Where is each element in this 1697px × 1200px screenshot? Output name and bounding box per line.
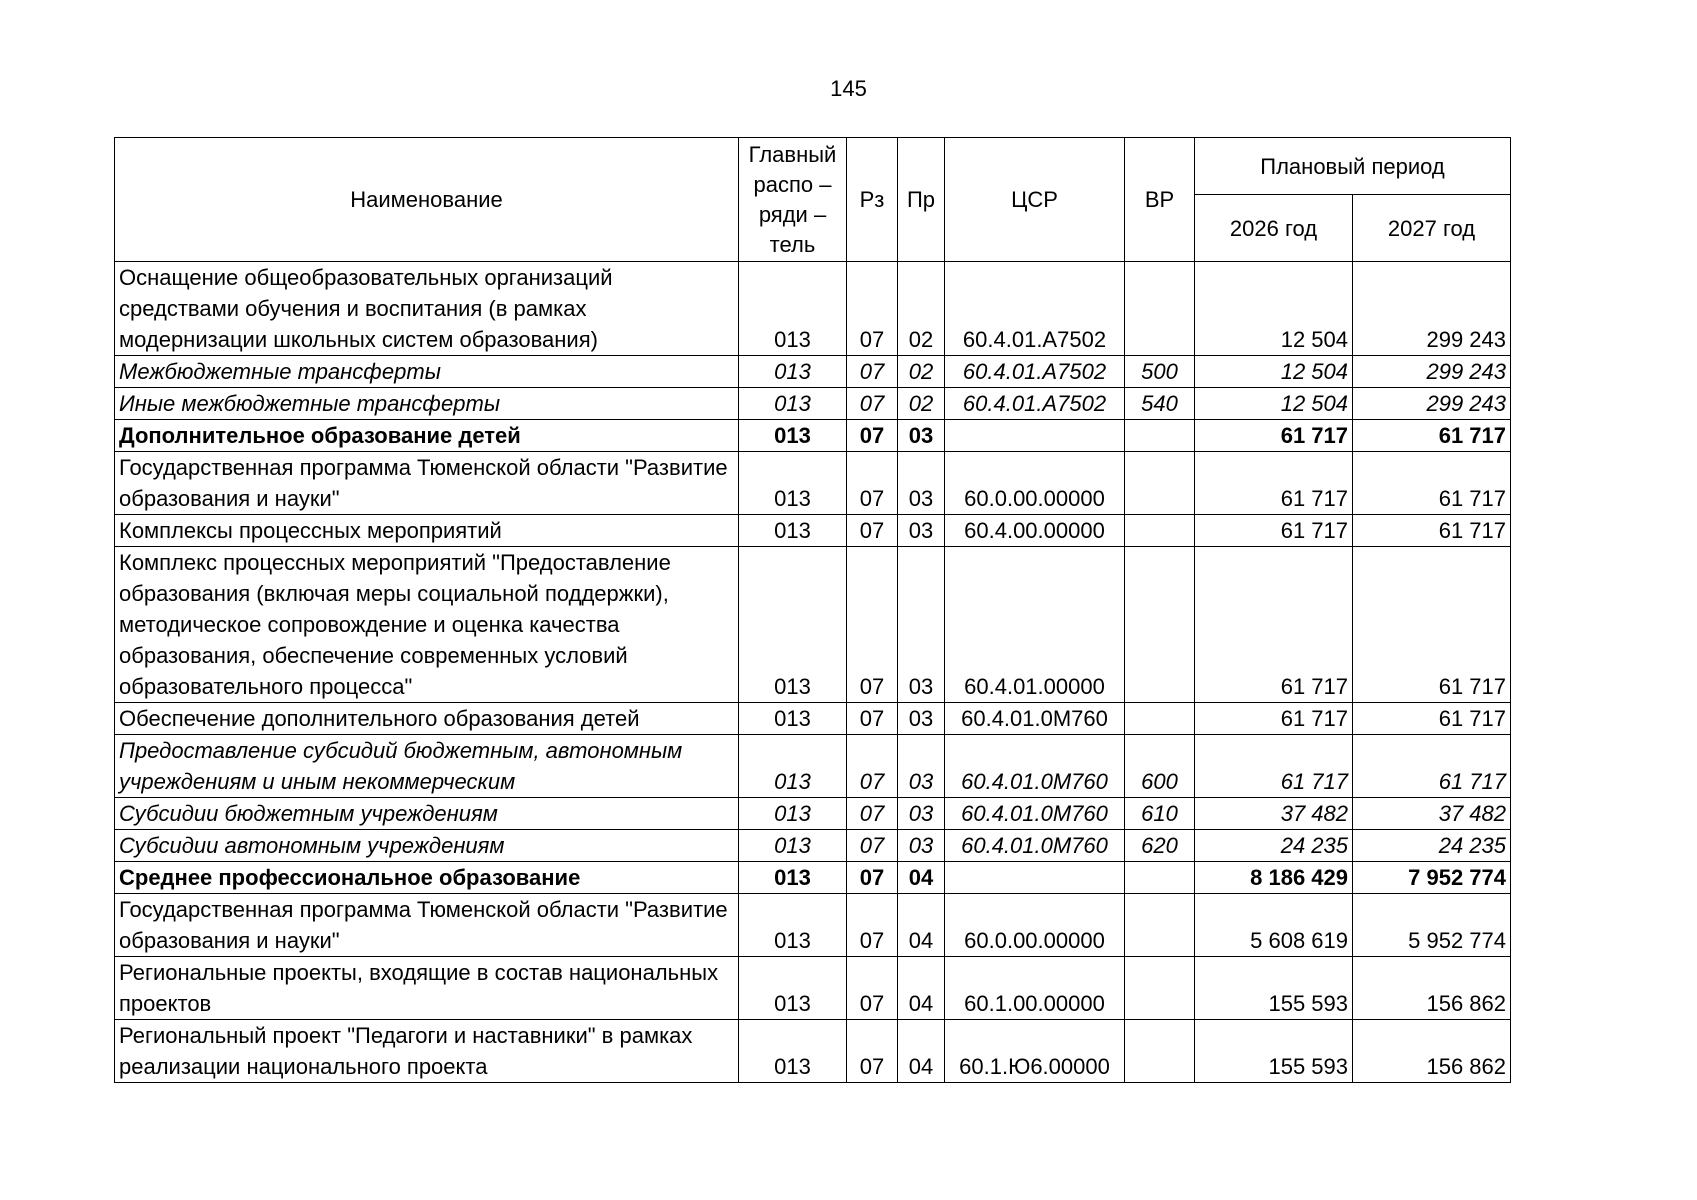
header-rz: Рз <box>847 138 898 262</box>
cell-csr: 60.4.01.А7502 <box>945 356 1125 388</box>
cell-vr: 600 <box>1125 735 1195 798</box>
cell-rz: 07 <box>847 420 898 452</box>
cell-csr <box>945 862 1125 894</box>
cell-pr: 02 <box>898 262 945 356</box>
cell-vr <box>1125 452 1195 515</box>
cell-pr: 04 <box>898 957 945 1020</box>
table-row <box>115 703 1511 735</box>
header-grbs: Главный распо – ряди – тель <box>739 138 847 262</box>
cell-csr: 60.4.01.0М760 <box>945 703 1125 735</box>
cell-rz: 07 <box>847 798 898 830</box>
cell-2026: 24 235 <box>1195 830 1353 862</box>
cell-pr: 03 <box>898 798 945 830</box>
cell-rz: 07 <box>847 894 898 957</box>
header-csr: ЦСР <box>945 138 1125 262</box>
cell-vr: 500 <box>1125 356 1195 388</box>
cell-pr: 04 <box>898 862 945 894</box>
cell-csr: 60.4.00.00000 <box>945 515 1125 547</box>
cell-rz: 07 <box>847 515 898 547</box>
cell-vr: 610 <box>1125 798 1195 830</box>
cell-grbs: 013 <box>739 356 847 388</box>
table-row <box>115 798 1511 830</box>
cell-rz: 07 <box>847 957 898 1020</box>
cell-pr: 02 <box>898 356 945 388</box>
cell-grbs: 013 <box>739 547 847 703</box>
cell-2027: 24 235 <box>1353 830 1511 862</box>
cell-grbs: 013 <box>739 862 847 894</box>
cell-2026: 12 504 <box>1195 388 1353 420</box>
cell-csr: 60.4.01.0М760 <box>945 735 1125 798</box>
cell-2026: 61 717 <box>1195 547 1353 703</box>
cell-name: Региональный проект "Педагоги и наставники" в рамках реализации национального проекта <box>115 1020 739 1083</box>
cell-name: Предоставление субсидий бюджетным, автономным учреждениям и иным некоммерческим <box>115 735 739 798</box>
cell-vr <box>1125 862 1195 894</box>
table-row <box>115 957 1511 1020</box>
cell-grbs: 013 <box>739 957 847 1020</box>
cell-rz: 07 <box>847 452 898 515</box>
cell-grbs: 013 <box>739 703 847 735</box>
cell-vr <box>1125 262 1195 356</box>
cell-2027: 299 243 <box>1353 388 1511 420</box>
cell-2027: 61 717 <box>1353 735 1511 798</box>
cell-pr: 04 <box>898 894 945 957</box>
table-body <box>115 262 1511 1083</box>
cell-2026: 37 482 <box>1195 798 1353 830</box>
cell-grbs: 013 <box>739 452 847 515</box>
cell-rz: 07 <box>847 262 898 356</box>
header-pr: Пр <box>898 138 945 262</box>
cell-2026: 61 717 <box>1195 735 1353 798</box>
cell-2027: 61 717 <box>1353 703 1511 735</box>
cell-name: Комплексы процессных мероприятий <box>115 515 739 547</box>
page-number: 145 <box>830 76 867 101</box>
table-row <box>115 894 1511 957</box>
cell-csr: 60.1.Ю6.00000 <box>945 1020 1125 1083</box>
cell-2027: 61 717 <box>1353 515 1511 547</box>
header-year-2027: 2027 год <box>1353 195 1511 262</box>
cell-vr <box>1125 703 1195 735</box>
cell-2027: 61 717 <box>1353 547 1511 703</box>
cell-2026: 61 717 <box>1195 515 1353 547</box>
cell-2027: 156 862 <box>1353 957 1511 1020</box>
table-row <box>115 547 1511 703</box>
cell-2026: 155 593 <box>1195 957 1353 1020</box>
cell-2027: 61 717 <box>1353 420 1511 452</box>
cell-csr: 60.1.00.00000 <box>945 957 1125 1020</box>
header-vr: ВР <box>1125 138 1195 262</box>
cell-grbs: 013 <box>739 515 847 547</box>
cell-2026: 61 717 <box>1195 452 1353 515</box>
cell-csr: 60.0.00.00000 <box>945 452 1125 515</box>
cell-2027: 156 862 <box>1353 1020 1511 1083</box>
cell-pr: 03 <box>898 830 945 862</box>
cell-name: Комплекс процессных мероприятий "Предоставление образования (включая меры социальной поддержки), методическое сопровождение и оценка качества образования, обеспечение современных условий образовательного процесса" <box>115 547 739 703</box>
cell-rz: 07 <box>847 388 898 420</box>
cell-csr: 60.4.01.0М760 <box>945 798 1125 830</box>
cell-pr: 03 <box>898 452 945 515</box>
cell-vr <box>1125 420 1195 452</box>
cell-vr <box>1125 894 1195 957</box>
cell-pr: 03 <box>898 515 945 547</box>
cell-pr: 03 <box>898 547 945 703</box>
cell-csr: 60.4.01.А7502 <box>945 388 1125 420</box>
cell-vr: 540 <box>1125 388 1195 420</box>
cell-rz: 07 <box>847 703 898 735</box>
cell-name: Иные межбюджетные трансферты <box>115 388 739 420</box>
cell-2027: 5 952 774 <box>1353 894 1511 957</box>
cell-grbs: 013 <box>739 262 847 356</box>
cell-2027: 299 243 <box>1353 356 1511 388</box>
cell-pr: 03 <box>898 735 945 798</box>
cell-vr <box>1125 1020 1195 1083</box>
cell-name: Дополнительное образование детей <box>115 420 739 452</box>
cell-name: Государственная программа Тюменской области "Развитие образования и науки" <box>115 452 739 515</box>
table-row <box>115 388 1511 420</box>
cell-grbs: 013 <box>739 894 847 957</box>
cell-csr: 60.4.01.00000 <box>945 547 1125 703</box>
cell-csr: 60.0.00.00000 <box>945 894 1125 957</box>
cell-pr: 04 <box>898 1020 945 1083</box>
cell-pr: 02 <box>898 388 945 420</box>
budget-table <box>114 137 1511 1083</box>
cell-vr <box>1125 547 1195 703</box>
cell-rz: 07 <box>847 547 898 703</box>
cell-grbs: 013 <box>739 388 847 420</box>
cell-name: Межбюджетные трансферты <box>115 356 739 388</box>
cell-name: Региональные проекты, входящие в состав национальных проектов <box>115 957 739 1020</box>
cell-2026: 5 608 619 <box>1195 894 1353 957</box>
cell-2026: 12 504 <box>1195 356 1353 388</box>
cell-csr <box>945 420 1125 452</box>
cell-2027: 37 482 <box>1353 798 1511 830</box>
cell-grbs: 013 <box>739 798 847 830</box>
cell-2026: 61 717 <box>1195 420 1353 452</box>
header-plan-period: Плановый период <box>1195 138 1511 195</box>
cell-name: Оснащение общеобразовательных организаций средствами обучения и воспитания (в рамках модернизации школьных систем образования) <box>115 262 739 356</box>
cell-name: Среднее профессиональное образование <box>115 862 739 894</box>
table-row <box>115 735 1511 798</box>
table-row <box>115 515 1511 547</box>
cell-name: Государственная программа Тюменской области "Развитие образования и науки" <box>115 894 739 957</box>
cell-pr: 03 <box>898 420 945 452</box>
cell-rz: 07 <box>847 735 898 798</box>
cell-2027: 61 717 <box>1353 452 1511 515</box>
table-row <box>115 420 1511 452</box>
cell-grbs: 013 <box>739 1020 847 1083</box>
table-row <box>115 356 1511 388</box>
cell-2026: 12 504 <box>1195 262 1353 356</box>
table-row <box>115 830 1511 862</box>
cell-grbs: 013 <box>739 735 847 798</box>
cell-2027: 7 952 774 <box>1353 862 1511 894</box>
cell-csr: 60.4.01.А7502 <box>945 262 1125 356</box>
header-name: Наименование <box>115 138 739 262</box>
table-row <box>115 452 1511 515</box>
cell-rz: 07 <box>847 862 898 894</box>
cell-rz: 07 <box>847 356 898 388</box>
cell-grbs: 013 <box>739 830 847 862</box>
cell-2026: 155 593 <box>1195 1020 1353 1083</box>
cell-csr: 60.4.01.0М760 <box>945 830 1125 862</box>
cell-name: Субсидии бюджетным учреждениям <box>115 798 739 830</box>
cell-2027: 299 243 <box>1353 262 1511 356</box>
cell-grbs: 013 <box>739 420 847 452</box>
cell-rz: 07 <box>847 1020 898 1083</box>
cell-vr <box>1125 515 1195 547</box>
header-year-2026: 2026 год <box>1195 195 1353 262</box>
cell-rz: 07 <box>847 830 898 862</box>
cell-2026: 8 186 429 <box>1195 862 1353 894</box>
table-row <box>115 262 1511 356</box>
cell-vr: 620 <box>1125 830 1195 862</box>
table-row <box>115 862 1511 894</box>
table-row <box>115 1020 1511 1083</box>
cell-name: Обеспечение дополнительного образования детей <box>115 703 739 735</box>
cell-2026: 61 717 <box>1195 703 1353 735</box>
cell-pr: 03 <box>898 703 945 735</box>
cell-name: Субсидии автономным учреждениям <box>115 830 739 862</box>
cell-vr <box>1125 957 1195 1020</box>
